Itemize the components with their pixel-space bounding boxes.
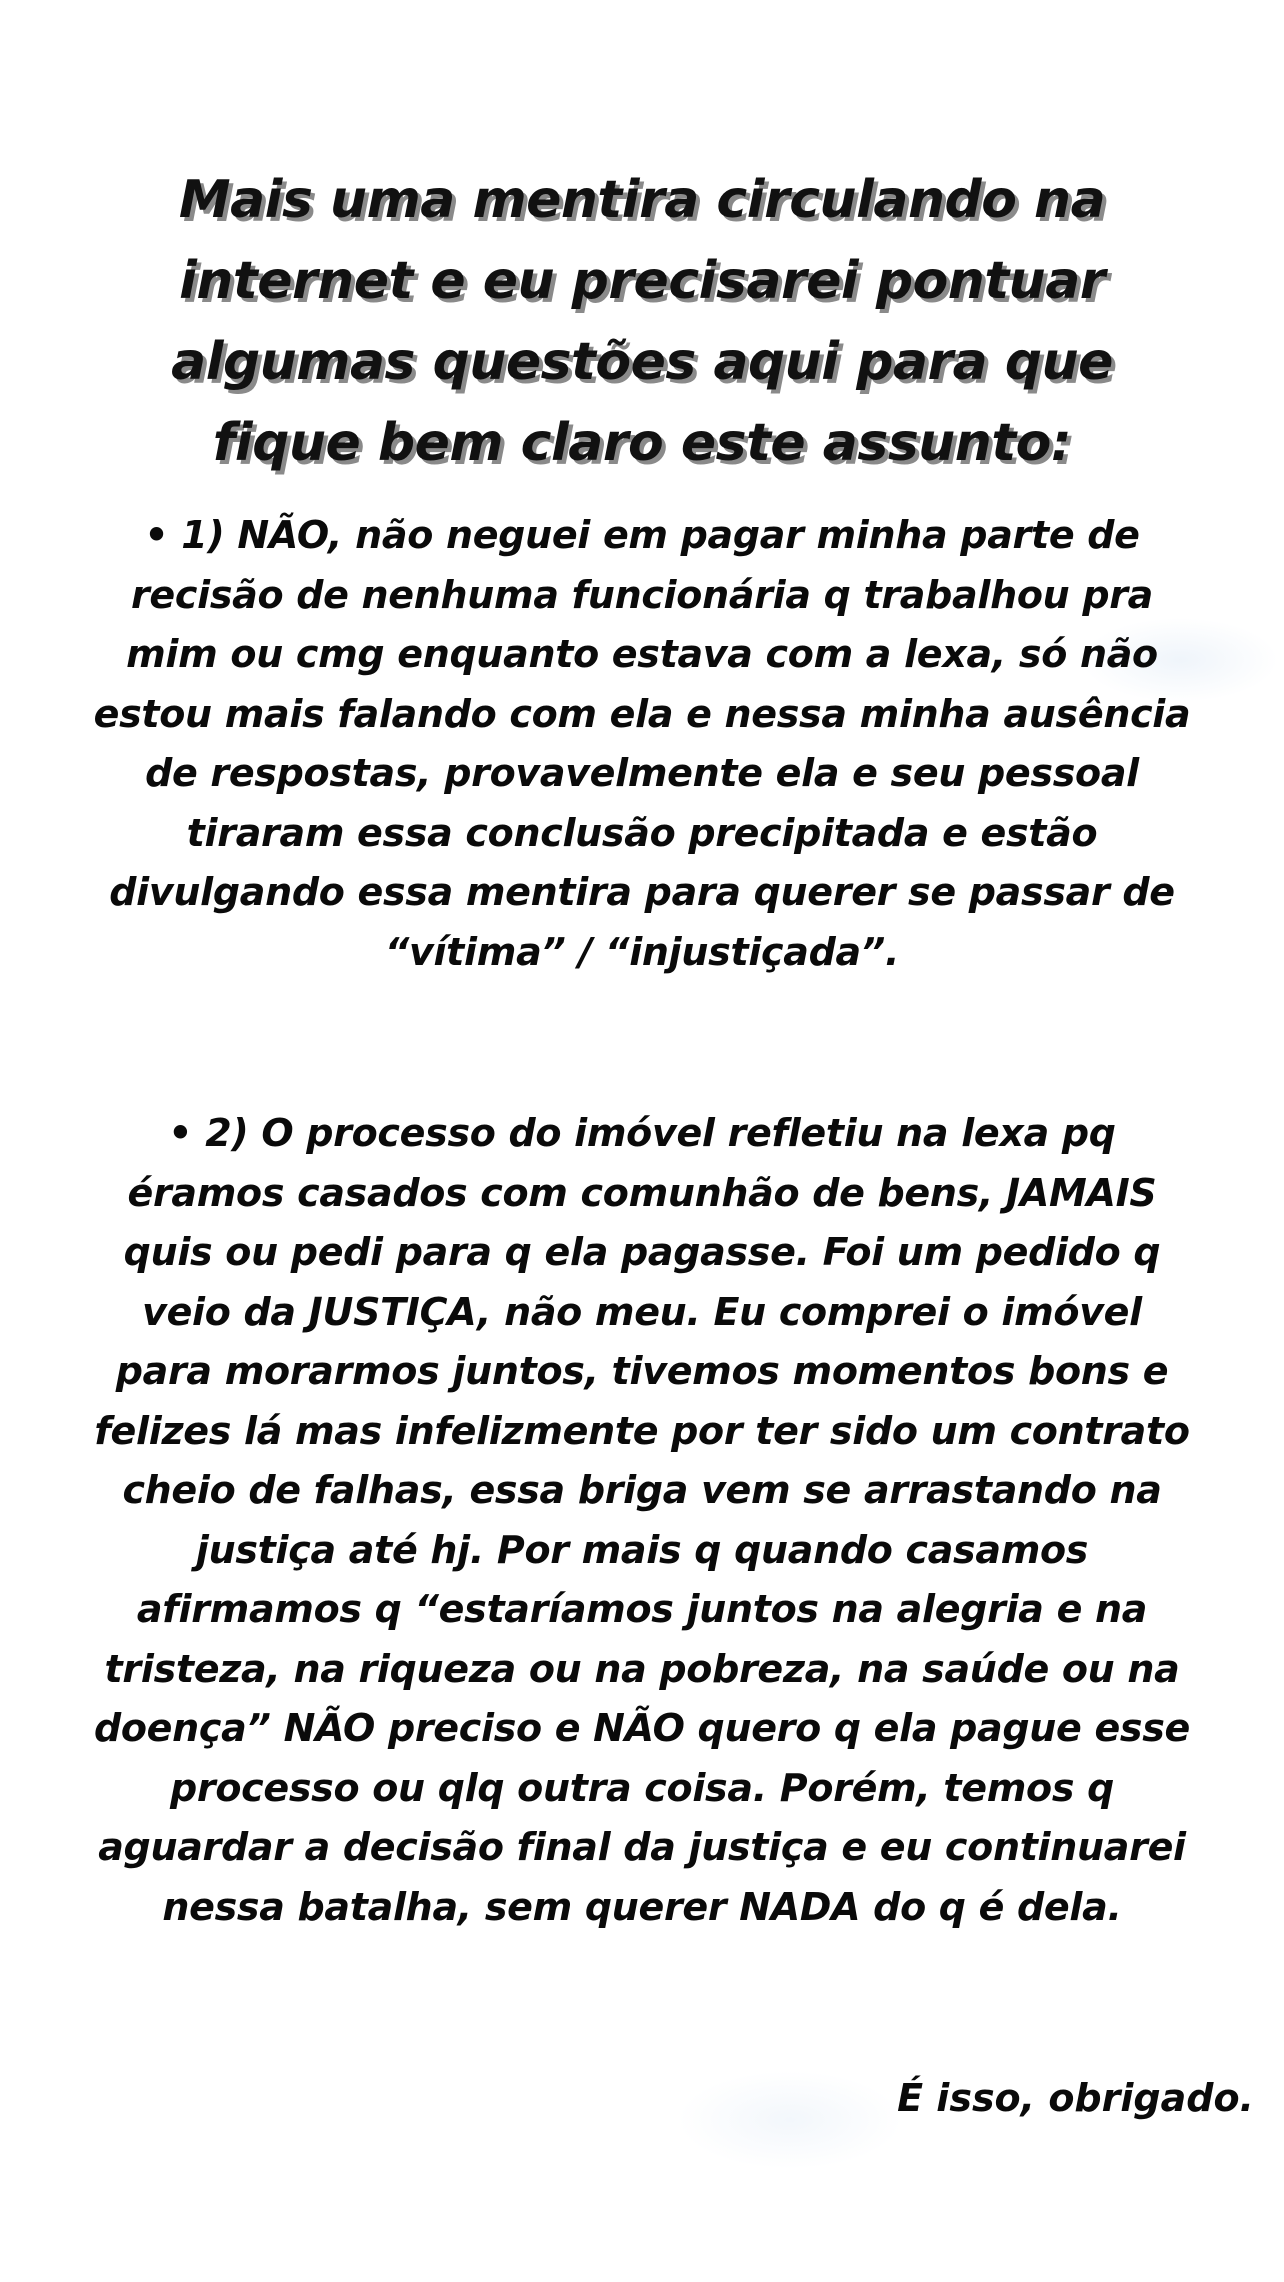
point-1-paragraph: • 1) NÃO, não neguei em pagar minha parte de recisão de nenhuma funcionária q trabalhou pra mim ou cmg enquanto estava com a lexa, só não estou mais falando com ela e nessa minha ausência de respostas, provavelmente ela e seu pessoal tiraram essa conclusão precipitada e estão divulgando essa mentira para querer se passar de “vítima” / “injustiçada”.	[93, 513, 1191, 974]
point-2-paragraph: • 2) O processo do imóvel refletiu na lexa pq éramos casados com comunhão de bens, JAMAIS quis ou pedi para q ela pagasse. Foi um pedido q veio da JUSTIÇA, não meu. Eu comprei o imóvel para morarmos juntos, tivemos momentos bons e felizes lá mas infelizmente por ter sido um contrato cheio de falhas, essa briga vem se arrastando na justiça até hj. Por mais q quando casamos afirmamos q “estaríamos juntos na alegria e na tristeza, na riqueza ou na pobreza, na saúde ou na doença” NÃO preciso e NÃO quero q ela pague esse processo ou qlq outra coisa. Porém, temos q aguardar a decisão final da justiça e eu continuarei nessa batalha, sem querer NADA do q é dela.	[93, 1111, 1191, 1929]
statement-title: Mais uma mentira circulando na internet e eu precisarei pontuar algumas questões aqui para que fique bem claro este assunto:	[171, 170, 1113, 473]
signoff-text: É isso, obrigado.	[897, 2076, 1254, 2120]
